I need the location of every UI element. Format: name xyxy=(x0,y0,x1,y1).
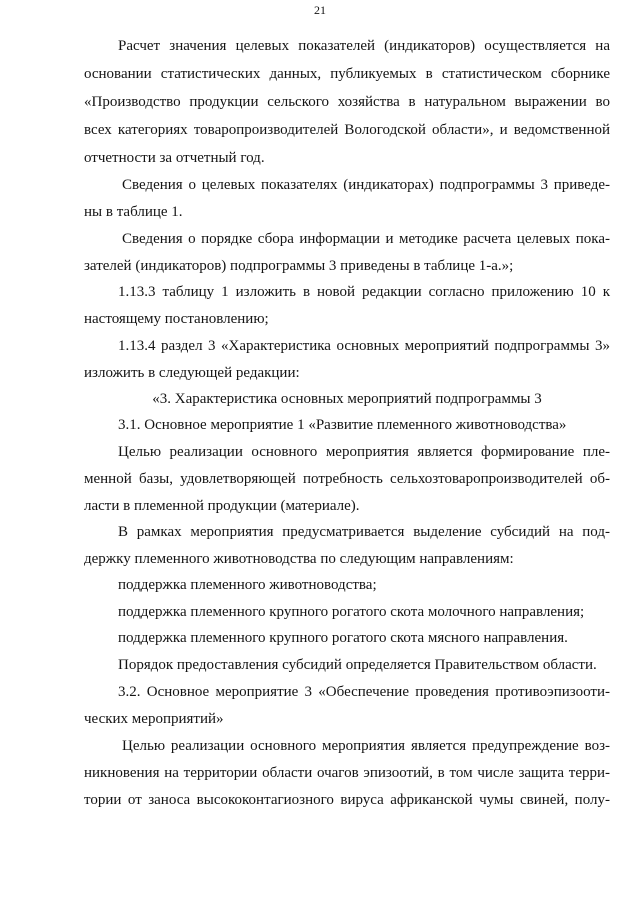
text-line: В рамках мероприятия предусматривается выделение субсидий на под- xyxy=(118,524,610,540)
text-line: отчетности за отчетный год. xyxy=(84,150,265,166)
text-line: держку племенного животноводства по следующим направлениям: xyxy=(84,551,514,567)
text-line: Расчет значения целевых показателей (индикаторов) осуществляется на xyxy=(118,38,610,54)
subsection-heading: 3.2. Основное мероприятие 3 «Обеспечение проведения противоэпизооти- xyxy=(118,684,610,700)
text-line: Целью реализации основного мероприятия является формирование пле- xyxy=(118,444,610,460)
subsection-heading: 3.1. Основное мероприятие 1 «Развитие племенного животноводства» xyxy=(118,417,567,433)
list-item: поддержка племенного крупного рогатого скота молочного направления; xyxy=(118,604,585,620)
text-line: изложить в следующей редакции: xyxy=(84,365,300,381)
text-line: всех категориях товаропроизводителей Вологодской области», и ведомственной xyxy=(84,122,610,138)
text-line: никновения на территории области очагов эпизоотий, в том числе защита терри- xyxy=(84,765,610,781)
text-line: 1.13.3 таблицу 1 изложить в новой редакции согласно приложению 10 к xyxy=(118,284,610,300)
list-item: поддержка племенного крупного рогатого скота мясного направления. xyxy=(118,630,568,646)
section-heading: «3. Характеристика основных мероприятий подпрограммы 3 xyxy=(152,391,542,407)
text-line: настоящему постановлению; xyxy=(84,311,269,327)
text-line: тории от заноса высококонтагиозного вируса африканской чумы свиней, полу- xyxy=(84,792,610,808)
text-line: ны в таблице 1. xyxy=(84,204,183,220)
page-number: 21 xyxy=(314,3,326,17)
text-line: менной базы, удовлетворяющей потребность сельхозтоваропроизводителей об- xyxy=(84,471,610,487)
text-line: ласти в племенной продукции (материале). xyxy=(84,498,360,514)
list-item: поддержка племенного животноводства; xyxy=(118,577,377,593)
text-line: Сведения о порядке сбора информации и методике расчета целевых пока- xyxy=(122,231,610,247)
text-line: Порядок предоставления субсидий определяется Правительством области. xyxy=(118,657,597,673)
text-line: Сведения о целевых показателях (индикаторах) подпрограммы 3 приведе- xyxy=(122,177,610,193)
text-line: «Производство продукции сельского хозяйства в натуральном выражении во xyxy=(84,94,610,110)
text-line: зателей (индикаторов) подпрограммы 3 приведены в таблице 1-а.»; xyxy=(84,258,514,274)
text-line: Целью реализации основного мероприятия является предупреждение воз- xyxy=(122,738,610,754)
text-line: 1.13.4 раздел 3 «Характеристика основных мероприятий подпрограммы 3» xyxy=(118,338,610,354)
subsection-heading-cont: ческих мероприятий» xyxy=(84,711,224,727)
text-line: основании статистических данных, публикуемых в статистическом сборнике xyxy=(84,66,610,82)
